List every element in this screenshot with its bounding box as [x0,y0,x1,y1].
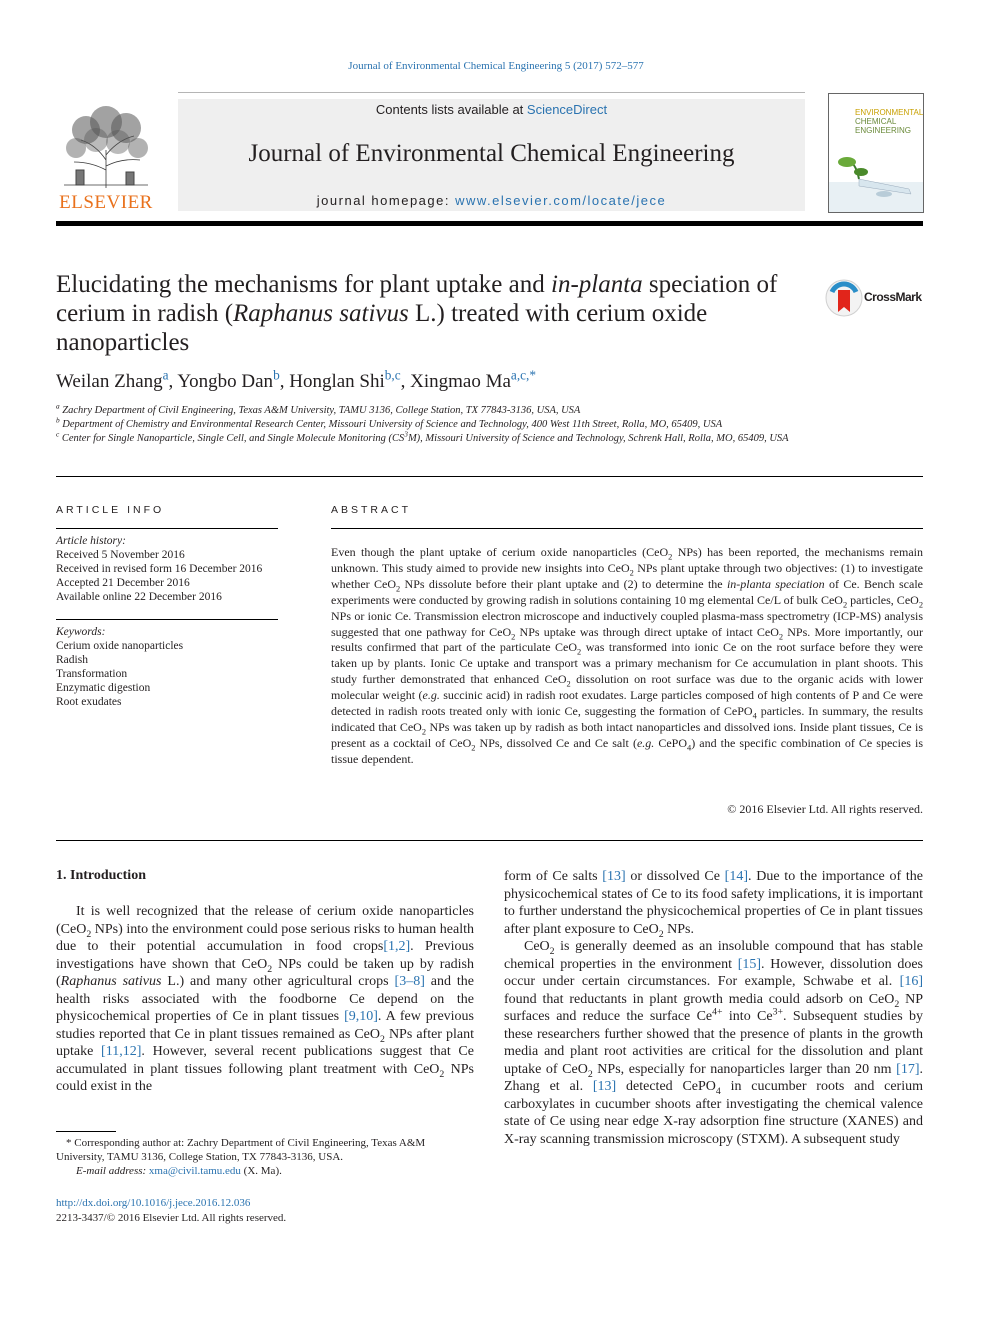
author-name[interactable]: Xingmao Ma [410,371,511,392]
homepage-prefix: journal homepage: [316,193,456,208]
keywords [56,625,278,709]
email-link[interactable]: xma@civil.tamu.edu [148,1165,241,1177]
crossmark-icon [824,278,864,318]
corresponding-author-note: * Corresponding author at: Zachry Department of Civil Engineering, Texas A&M University, TAMU 3136, College Station, TX 77843-3136, USA. [56,1137,426,1163]
author-name[interactable]: Honglan Shi [289,371,385,392]
homepage-link[interactable]: www.elsevier.com/locate/jece [455,193,667,208]
journal-cover-image[interactable] [828,93,924,213]
keywords-label: Keywords: [56,626,106,638]
cover-title-2: CHEMICAL [855,117,897,126]
intro-right-column: form of Ce salts [13] or dissolved Ce [14]. Due to the importance of the physicochemical states of Ce to its food safety implications, it is important to further understand the physicochemical properties of Ce in plant tissues after plant exposure to CeO$_2$ NPs. CeO$_2$ is generally deemed as an insoluble compound that has stable chemical properties in the environment [15]. However, dissolution does occur under certain circumstances. For example, Schwabe et al. [16] found that reductants in plant growth media could adsorb on CeO$_2$ NP surfaces and reduce the surface $Ce^{4+}$ into $Ce^{3+}$. Subsequent studies by these researchers further showed that the presence of plants in the growth media and plant root activities are critical for the dissolution and plant uptake of CeO$_2$ NPs, especially for nanoparticles larger than 20 nm [17]. Zhang et al. [13] detected CePO$_4$ in cucumber roots and cerium carboxylates in cucumber shoots after investigating the chemical valence state of Ce using near edge X-ray adsorption fine structure (XANES) and X-ray scanning transmission microscopy (STXM). A subsequent study [504,869,923,1147]
abstract-text: Even though the plant uptake of cerium oxide nanoparticles (CeO$_2$ NPs) has been reported, the mechanisms remain unknown. This study aimed to provide new insights into CeO$_2$ NPs plant uptake through two objectives: (1) to investigate whether CeO$_2$ NPs dissolute before their plant uptake and (2) to determine the in-planta speciation of Ce. Bench scale experiments were conducted by growing radish in solutions containing 10 mg elemental Ce/L of bulk CeO$_2$ particles, CeO$_2$ NPs or ionic Ce. Transmission electron microscope and inductively coupled plasma-mass spectrometry (ICP-MS) analysis suggested that one pathway for CeO$_2$ NPs uptake was through direct uptake of intact CeO$_2$ NPs. More importantly, our results confirmed that part of the particulate CeO$_2$ was transformed into ionic Ce on the root surface before they were taken up by plants. Ionic Ce uptake and transport was a primary mechanism for Ce accumulation in plant shoots. This study further demonstrated that enhanced CeO$_2$ dissolution on root surface was due to the organic acids with lower molecular weight (e.g. succinic acid) in radish root exudates. Large particles composed of high contents of P and Ce were detected in radish roots treated only with ionic Ce, suggesting the formation of CePO$_4$ particles. In summary, the results indicated that CeO$_2$ NPs was taken up by radish as both intact nanoparticles and dissolved ions. Inside plant tissues, Ce is present as a cocktail of CeO$_2$ NPs, dissolved Ce and Ce salt (e.g. CePO$_4$) and the specific combination of Ce species is tissue dependent. [331,545,924,766]
title-part-1: Elucidating the mechanisms for plant uptake and [56,271,551,298]
author-affil-sup[interactable]: a [162,367,169,383]
article-info-heading: ARTICLE INFO [56,504,165,516]
title-part-3: L.) treated with cerium oxide nanoparticles [56,300,708,356]
keyword-item: Transformation [56,668,128,680]
affiliation-item: $^a$ Zachry Department of Civil Engineering, Texas A&M University, TAMU 3136, College Station, TX 77843-3136, USA, USA [56,401,581,416]
crossmark-label: CrossMark [864,290,922,304]
author-name[interactable]: Yongbo Dan [177,371,274,392]
crossmark-badge[interactable] [824,278,924,318]
affiliations [56,401,816,446]
footnote-rule [56,1131,116,1132]
header-rule [56,221,923,226]
author-affil-sup[interactable]: b [273,367,280,383]
journal-citation[interactable]: Journal of Environmental Chemical Engineering 5 (2017) 572–577 [348,60,644,72]
author-list: Weilan Zhang$^a$, Yongbo Dan$^b$, Honglan Shi$^{b,c}$, Xingmao $Ma^{a,c,*}$ [56,367,537,392]
sciencedirect-link[interactable]: ScienceDirect [526,102,608,117]
cover-plant-icon [829,94,923,212]
article-title [56,270,816,357]
history-item: Accepted 21 December 2016 [56,577,190,589]
article-info-rule [56,528,278,529]
affiliation-item: $^c$ Center for Single Nanoparticle, Single Cell, and Single Molecule Monitoring $(CS^3M)$, Missouri University of Science and Technology, Schrenk Hall, Rolla, MO, 65409, USA [56,429,789,444]
keyword-item: Radish [56,654,88,666]
email-suffix: (X. Ma). [240,1165,282,1177]
keywords-rule [56,619,278,620]
keyword-item: Cerium oxide nanoparticles [56,640,184,652]
contents-prefix: Contents lists available at [375,102,527,117]
banner-top-rule [178,92,805,93]
issn-line: 2213-3437/© 2016 Elsevier Ltd. All rights reserved. [56,1212,287,1224]
email-label: E-mail address: [76,1165,149,1177]
title-italic-2: Raphanus sativus [233,300,409,327]
contents-line [178,102,805,117]
history-item: Received in revised form 16 December 2016 [56,563,263,575]
abstract-bottom-rule [56,840,923,841]
author-affil-sup[interactable]: b,c [384,367,401,383]
cover-title-1: ENVIRONMENTAL [855,108,924,117]
title-part-2: speciation of cerium in radish ( [56,271,778,327]
history-item: Received 5 November 2016 [56,549,185,561]
keyword-item: Enzymatic digestion [56,682,151,694]
homepage-line [178,193,805,208]
journal-title: Journal of Environmental Chemical Engineering [248,140,735,167]
publisher-name: ELSEVIER [59,192,153,213]
affiliations-rule [56,476,923,477]
keyword-item: Root exudates [56,696,122,708]
history-item: Available online 22 December 2016 [56,591,222,603]
abstract-rule [331,528,923,529]
article-history [56,534,278,604]
intro-left-column: It is well recognized that the release of cerium oxide nanoparticles (CeO$_2$ NPs) into the environment could pose serious risks to human health due to their potential accumulation in food crops[1,2]. Previous investigations have shown that CeO$_2$ NPs could be taken up by radish (Raphanus sativus L.) and many other agricultural crops [3–8] and the health risks associated with the foodborne Ce depend on the physicochemical properties of Ce in plant tissues [9,10]. A few previous studies reported that Ce in plant tissues remained as CeO$_2$ NPs after plant uptake [11,12]. However, several recent publications suggest that Ce accumulated in plant tissues following plant treatment with CeO$_2$ NPs could exist in the [56,904,475,1094]
email-line [56,1164,474,1178]
doi-link[interactable]: http://dx.doi.org/10.1016/j.jece.2016.12.036 [56,1197,251,1209]
footnote [56,1136,474,1178]
elsevier-logo[interactable] [56,100,156,192]
cover-title-3: ENGINEERING [855,126,912,135]
affiliation-item: $^b$ Department of Chemistry and Environmental Research Center, Missouri University of Science and Technology, 400 West 11th Street, Rolla, MO, 65409, USA [56,415,723,430]
history-label: Article history: [56,535,126,547]
intro-heading: 1. Introduction [56,868,146,883]
elsevier-tree-icon [56,100,156,192]
abstract-heading: ABSTRACT [331,504,412,516]
author-name[interactable]: Weilan Zhang [56,371,163,392]
abstract-copyright: © 2016 Elsevier Ltd. All rights reserved. [727,802,923,816]
title-italic-1: in-planta [551,271,643,298]
author-affil-sup[interactable]: a,c,* [510,367,537,383]
